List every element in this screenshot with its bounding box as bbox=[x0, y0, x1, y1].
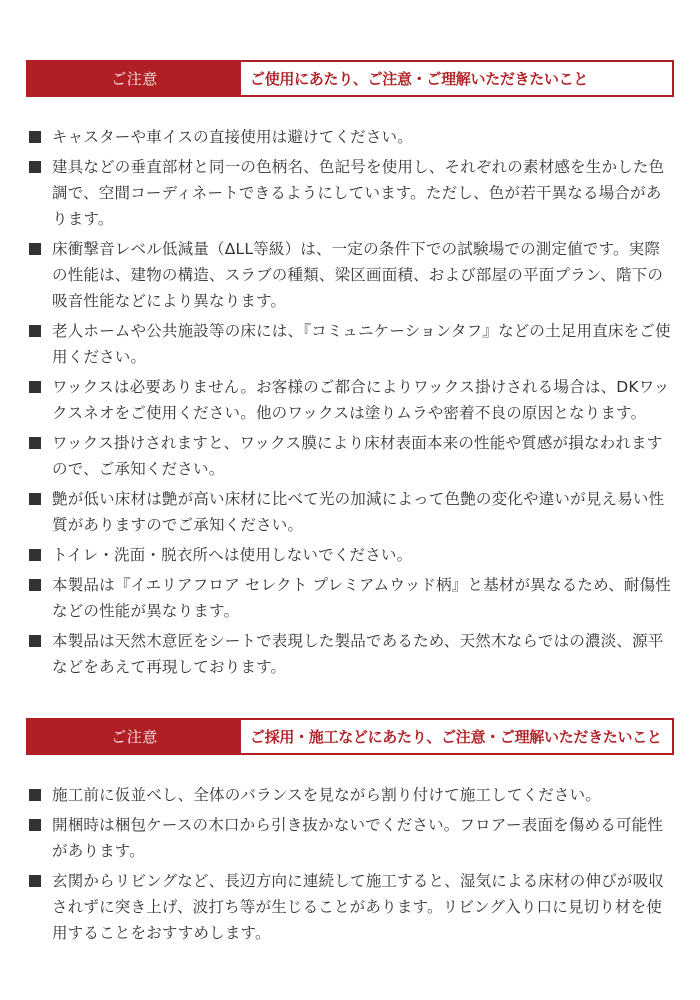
usage-notes-banner bbox=[26, 60, 674, 97]
square-bullet-icon bbox=[29, 819, 41, 831]
list-item-text: 開梱時は梱包ケースの木口から引き抜かないでください。フロアー表面を傷める可能性があります。 bbox=[52, 816, 664, 860]
list-item-text: キャスターや車イスの直接使用は避けてください。 bbox=[52, 128, 413, 146]
list-item-text: 老人ホームや公共施設等の床には、『コミュニケーションタフ』などの土足用直床をご使用ください。 bbox=[52, 322, 671, 366]
list-item-text: ワックスは必要ありません。お客様のご都合によりワックス掛けされる場合は、DKワックスネオをご使用ください。他のワックスは塗りムラや密着不良の原因となります。 bbox=[52, 378, 670, 422]
list-item bbox=[26, 486, 674, 538]
list-item-text: 本製品は天然木意匠をシートで表現した製品であるため、天然木ならではの濃淡、源平などをあえて再現しております。 bbox=[52, 632, 664, 676]
square-bullet-icon bbox=[29, 243, 41, 255]
list-item-text: ワックス掛けされますと、ワックス膜により床材表面本来の性能や質感が損なわれますので、ご承知ください。 bbox=[52, 434, 663, 478]
list-item bbox=[26, 154, 674, 232]
list-item-text: 施工前に仮並べし、全体のバランスを見ながら割り付けて施工してください。 bbox=[52, 786, 602, 804]
list-item bbox=[26, 628, 674, 680]
square-bullet-icon bbox=[29, 549, 41, 561]
list-item bbox=[26, 318, 674, 370]
list-item bbox=[26, 812, 674, 864]
list-item bbox=[26, 572, 674, 624]
list-item bbox=[26, 374, 674, 426]
list-item bbox=[26, 236, 674, 314]
list-item-text: 玄関からリビングなど、長辺方向に連続して施工すると、湿気による床材の伸びが吸収されずに突き上げ、波打ち等が生じることがあります。リビング入り口に見切り材を使用することをおすすめします。 bbox=[52, 872, 664, 942]
list-item-text: トイレ・洗面・脱衣所へは使用しないでください。 bbox=[52, 546, 413, 564]
usage-notes-heading: ご使用にあたり、ご注意・ご理解いただきたいこと bbox=[250, 70, 589, 88]
list-item-text: 艶が低い床材は艶が高い床材に比べて光の加減によって色艶の変化や違いが見え易い性質がありますのでご承知ください。 bbox=[52, 490, 665, 534]
square-bullet-icon bbox=[29, 325, 41, 337]
list-item-text: 本製品は『イエリアフロア セレクト プレミアムウッド柄』と基材が異なるため、耐傷性などの性能が異なります。 bbox=[52, 576, 671, 620]
list-item bbox=[26, 868, 674, 946]
list-item-text: 建具などの垂直部材と同一の色柄名、色記号を使用し、それぞれの素材感を生かした色調で、空間コーディネートできるようにしています。ただし、色が若干異なる場合があります。 bbox=[52, 158, 665, 228]
square-bullet-icon bbox=[29, 161, 41, 173]
installation-notes-heading: ご採用・施工などにあたり、ご注意・ご理解いただきたいこと bbox=[250, 728, 662, 746]
square-bullet-icon bbox=[29, 493, 41, 505]
square-bullet-icon bbox=[29, 579, 41, 591]
list-item-text: 床衝撃音レベル低減量（ΔLL等級）は、一定の条件下での試験場での測定値です。実際の性能は、建物の構造、スラブの種類、梁区画面積、および部屋の平面プラン、階下の吸音性能などにより異なります。 bbox=[52, 240, 664, 310]
list-item bbox=[26, 124, 674, 150]
installation-notes-list bbox=[26, 782, 674, 946]
square-bullet-icon bbox=[29, 789, 41, 801]
square-bullet-icon bbox=[29, 437, 41, 449]
installation-notes-banner bbox=[26, 718, 674, 755]
square-bullet-icon bbox=[29, 131, 41, 143]
list-item bbox=[26, 430, 674, 482]
square-bullet-icon bbox=[29, 875, 41, 887]
square-bullet-icon bbox=[29, 381, 41, 393]
usage-notes-section bbox=[26, 60, 674, 684]
square-bullet-icon bbox=[29, 635, 41, 647]
caution-label: ご注意 bbox=[28, 62, 241, 95]
list-item bbox=[26, 782, 674, 808]
list-item bbox=[26, 542, 674, 568]
caution-label: ご注意 bbox=[28, 720, 241, 753]
usage-notes-list bbox=[26, 124, 674, 680]
installation-notes-section bbox=[26, 718, 674, 950]
